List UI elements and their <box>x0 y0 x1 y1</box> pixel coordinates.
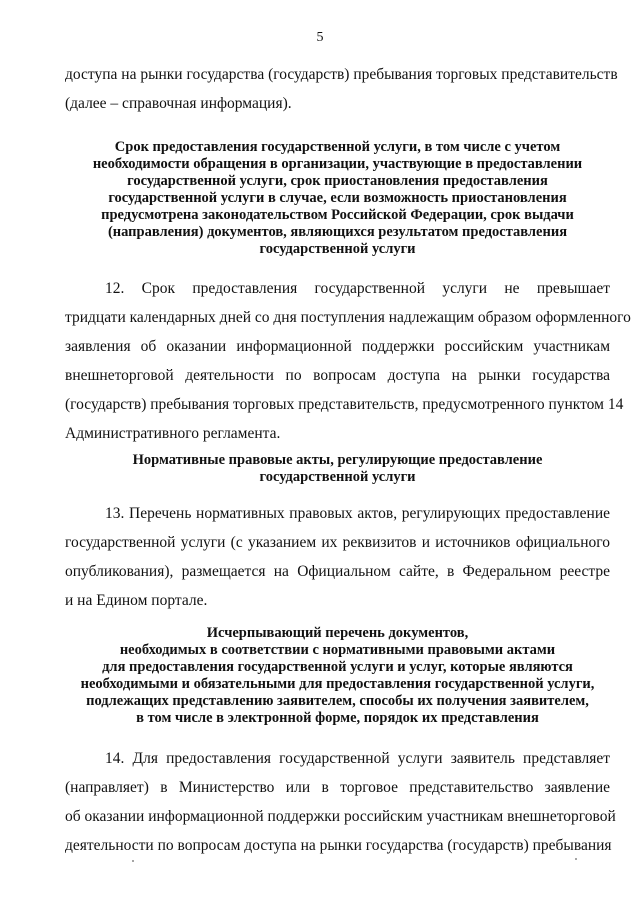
heading-line: предусмотрена законодательством Российской Федерации, срок выдачи <box>101 207 574 223</box>
heading-line: подлежащих представлению заявителем, способы их получения заявителем, <box>86 693 589 709</box>
paragraph-line: 12. Срок предоставления государственной услуги не превышает <box>105 280 610 297</box>
section-heading-term <box>65 139 610 258</box>
page-number: 5 <box>316 30 324 45</box>
paragraph-line: и на Едином портале. <box>65 592 208 609</box>
heading-line: для предоставления государственной услуги и услуг, которые являются <box>102 659 573 675</box>
paragraph-line: об оказании информационной поддержки российским участникам внешнеторговой <box>65 808 616 825</box>
paragraph-line: (государств) пребывания торговых представительств, предусмотренного пунктом 14 <box>65 396 624 413</box>
heading-line: государственной услуги, срок приостановления предоставления <box>127 173 548 189</box>
heading-line: в том числе в электронной форме, порядок их представления <box>136 710 539 726</box>
paragraph-14 <box>65 744 616 860</box>
paragraph-line: 14. Для предоставления государственной услуги заявитель представляет <box>105 750 610 767</box>
heading-line: необходимыми и обязательными для предоставления государственной услуги, <box>80 676 595 692</box>
paragraph-line: опубликования), размещается на Официальном сайте, в Федеральном реестре <box>65 563 610 580</box>
paragraph-12 <box>65 274 631 448</box>
heading-line: Срок предоставления государственной услуги, в том числе с учетом <box>114 139 561 155</box>
paragraph-line: (далее – справочная информация). <box>65 95 292 112</box>
scan-speck <box>575 858 577 860</box>
heading-line: Исчерпывающий перечень документов, <box>206 625 469 641</box>
paragraph-line: доступа на рынки государства (государств) пребывания торговых представительств <box>65 66 618 83</box>
paragraph-13 <box>65 499 610 615</box>
paragraph-line: государственной услуги (с указанием их реквизитов и источников официального <box>65 534 610 551</box>
heading-line: необходимости обращения в организации, участвующие в предоставлении <box>92 156 583 172</box>
heading-line: Нормативные правовые акты, регулирующие предоставление <box>132 452 543 468</box>
heading-line: государственной услуги <box>259 469 416 485</box>
section-heading-documents <box>65 625 610 727</box>
paragraph-line: (направляет) в Министерство или в торговое представительство заявление <box>65 779 610 796</box>
section-heading-legal-acts <box>65 452 610 486</box>
heading-line: государственной услуги в случае, если возможность приостановления <box>108 190 567 206</box>
continuation-paragraph <box>65 60 618 118</box>
paragraph-line: Административного регламента. <box>65 425 281 442</box>
paragraph-line: заявления об оказании информационной поддержки российским участникам <box>65 338 610 355</box>
heading-line: необходимых в соответствии с нормативными правовыми актами <box>119 642 556 658</box>
paragraph-line: деятельности по вопросам доступа на рынки государства (государств) пребывания <box>65 837 612 854</box>
heading-line: (направления) документов, являющихся результатом предоставления <box>107 224 568 240</box>
paragraph-line: 13. Перечень нормативных правовых актов, регулирующих предоставление <box>105 505 610 522</box>
paragraph-line: внешнеторговой деятельности по вопросам доступа на рынки государства <box>65 367 610 384</box>
paragraph-line: тридцати календарных дней со дня поступления надлежащим образом оформленного <box>65 309 631 326</box>
heading-line: государственной услуги <box>259 241 416 257</box>
scan-speck <box>132 860 134 862</box>
